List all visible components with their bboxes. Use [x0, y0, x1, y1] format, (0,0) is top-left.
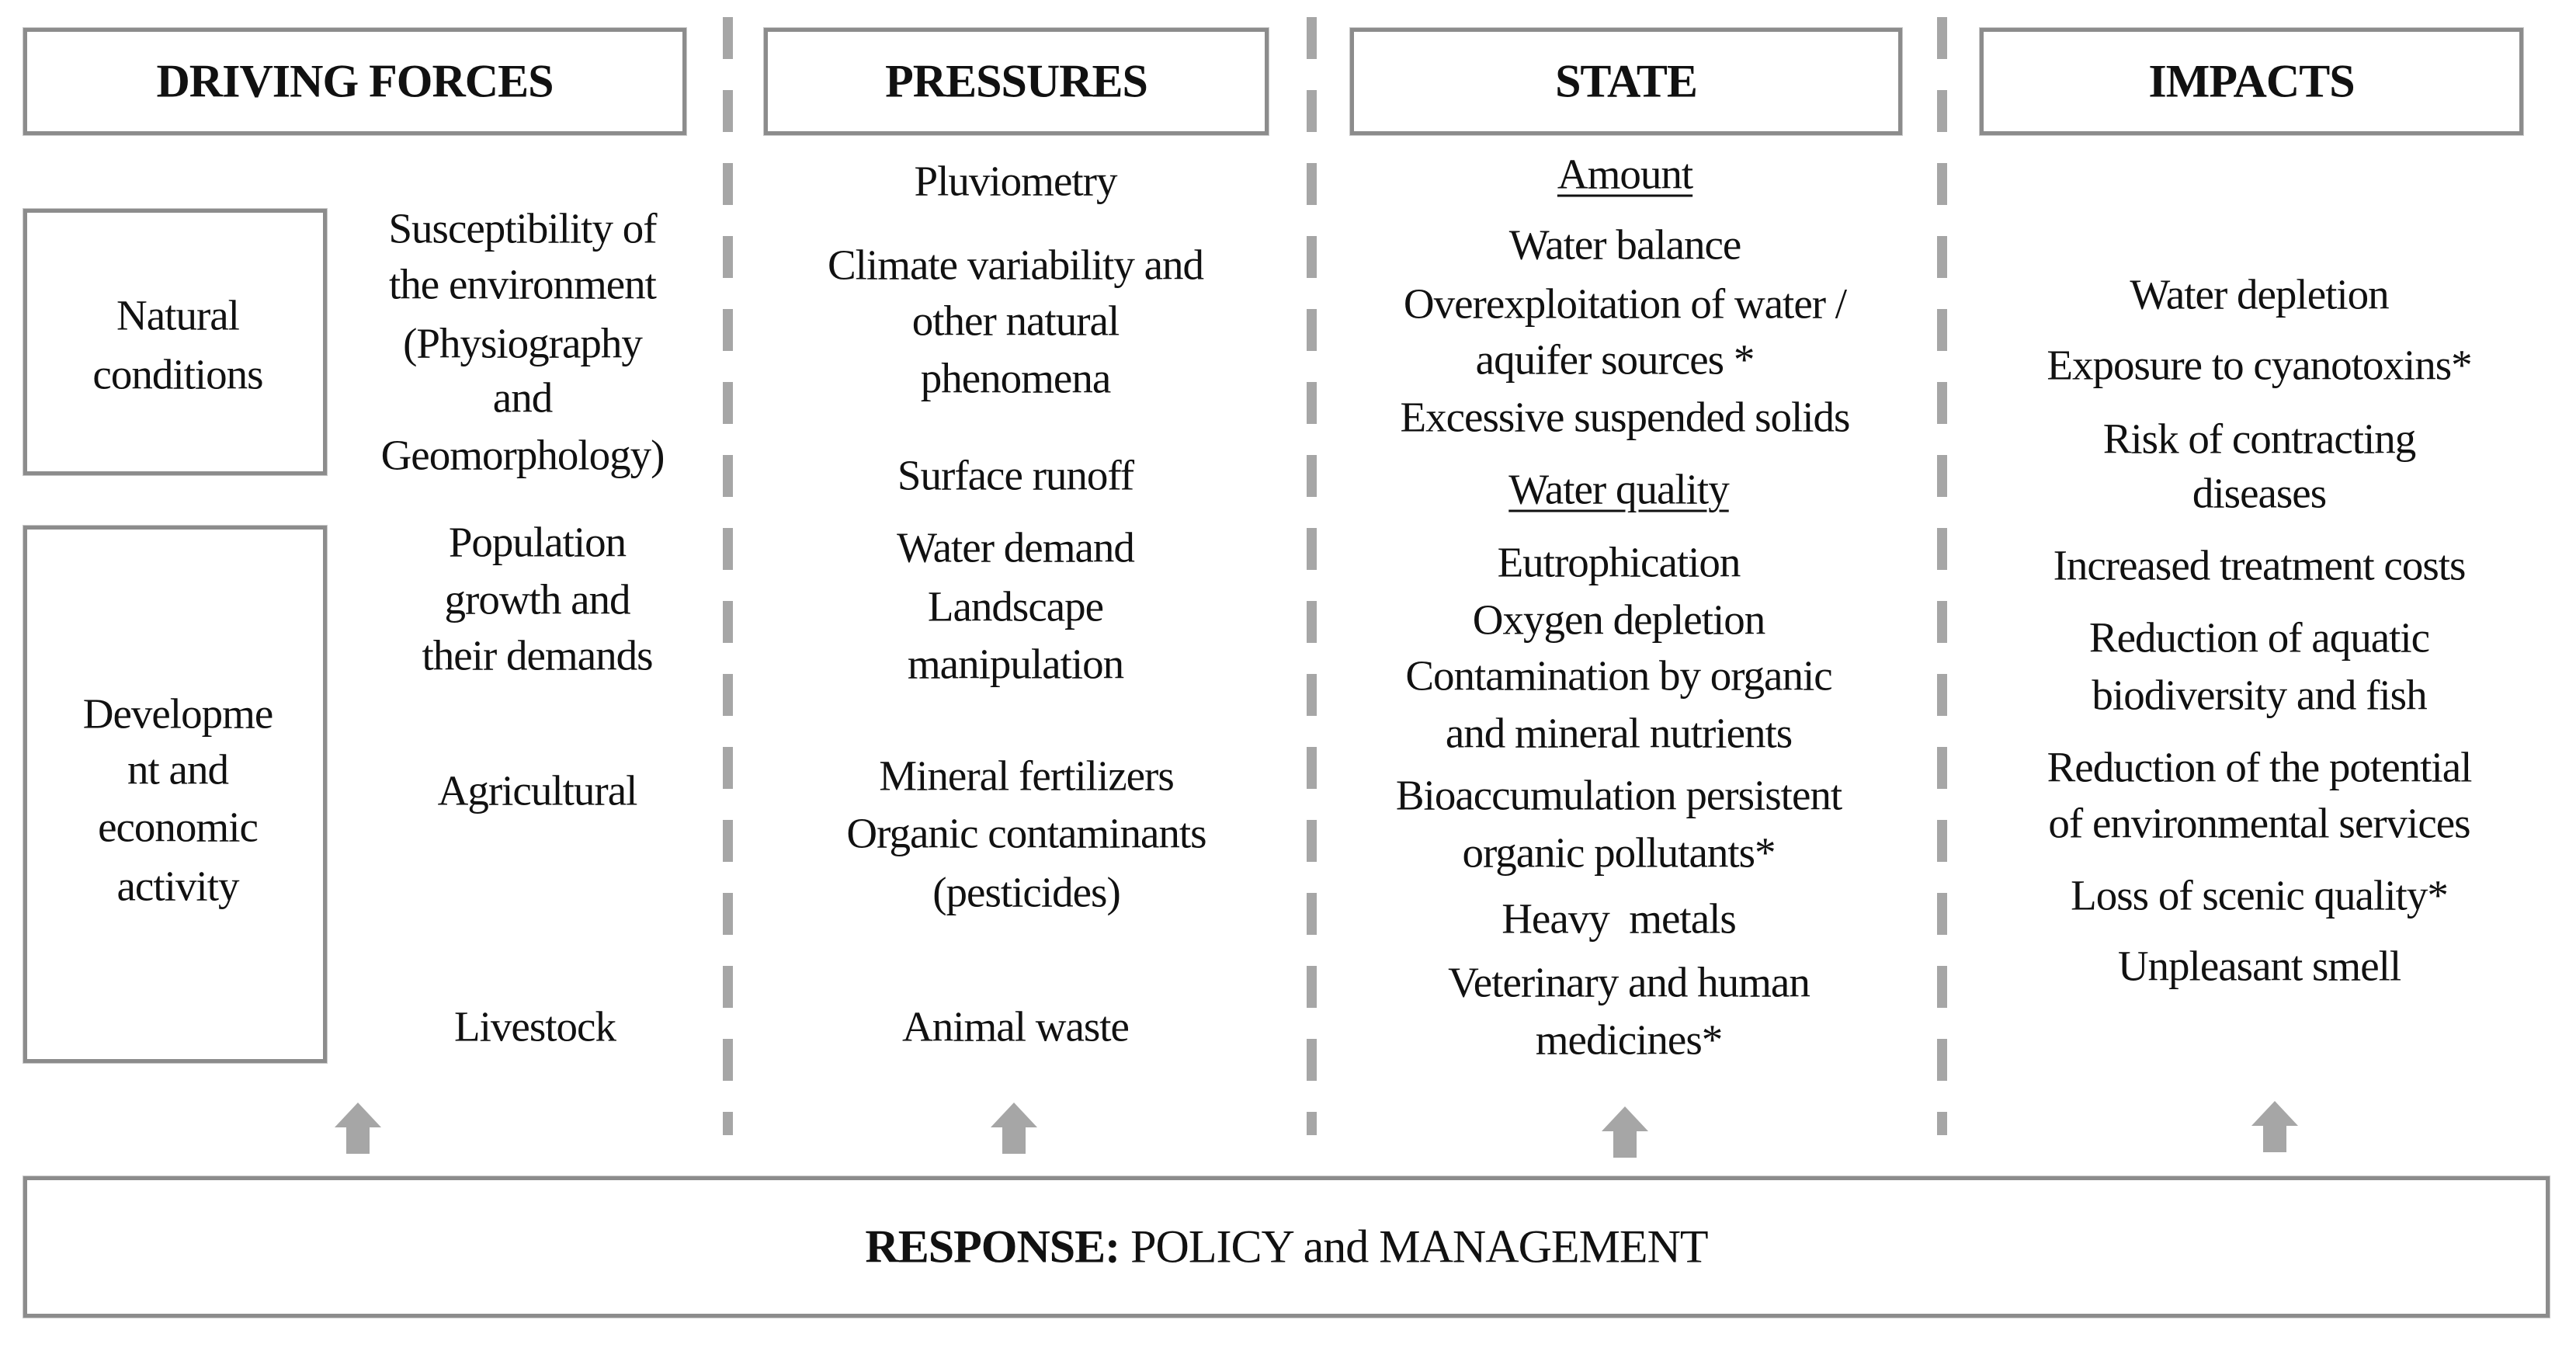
- impact-item: of environmental services: [2048, 799, 2470, 847]
- pressure-item: Organic contaminants: [846, 809, 1206, 857]
- impact-item: Water depletion: [2130, 270, 2389, 318]
- impact-item: Risk of contracting: [2102, 415, 2416, 463]
- state-item: Water balance: [1508, 221, 1741, 269]
- up-arrow-icon: [335, 1103, 381, 1154]
- development-label: Developme: [82, 689, 273, 738]
- state-item: Veterinary and human: [1448, 958, 1810, 1006]
- driving-force-item: the environment: [389, 260, 656, 308]
- up-arrow-icon: [2251, 1101, 2298, 1152]
- state-item: Excessive suspended solids: [1400, 393, 1850, 441]
- driving-force-item: Agricultural: [437, 766, 637, 814]
- column-separator-3: [1937, 17, 1947, 1135]
- driving-force-item: Susceptibility of: [388, 204, 657, 252]
- pressure-item: Animal waste: [902, 1002, 1129, 1051]
- natural-conditions-label: conditions: [92, 350, 263, 398]
- state-item: Heavy metals: [1502, 894, 1736, 943]
- impact-item: Reduction of aquatic: [2088, 613, 2430, 662]
- driving-forces-header: [23, 28, 686, 135]
- pressure-item: other natural: [911, 297, 1120, 345]
- impact-item: Exposure to cyanotoxins*: [2047, 341, 2472, 389]
- development-box: [23, 526, 327, 1063]
- impacts-title: IMPACTS: [2148, 55, 2355, 107]
- impact-item: biodiversity and fish: [2092, 671, 2427, 719]
- pressure-item: manipulation: [907, 640, 1124, 688]
- driving-force-item: Geomorphology): [380, 431, 665, 479]
- state-item: Contamination by organic: [1405, 651, 1832, 700]
- impact-item: Unpleasant smell: [2117, 942, 2401, 990]
- driving-force-item: Livestock: [454, 1002, 616, 1051]
- driving-forces-title: DRIVING FORCES: [156, 55, 554, 107]
- state-item: aquifer sources *: [1475, 335, 1755, 384]
- driving-force-item: (Physiography: [403, 319, 642, 367]
- column-separator-2: [1307, 17, 1317, 1135]
- response-label: [27, 1221, 2546, 1274]
- driving-force-item: their demands: [422, 631, 653, 679]
- state-item: Bioaccumulation persistent: [1395, 771, 1842, 819]
- state-item: organic pollutants*: [1462, 828, 1776, 877]
- pressure-item: phenomena: [920, 354, 1111, 402]
- pressure-item: Pluviometry: [914, 157, 1117, 205]
- pressure-item: Water demand: [897, 523, 1134, 571]
- state-title: STATE: [1555, 55, 1697, 107]
- state-item: Eutrophication: [1497, 538, 1741, 586]
- development-label: activity: [116, 862, 239, 910]
- state-amount-heading: Amount: [1557, 150, 1693, 198]
- pressures-header: [764, 28, 1269, 135]
- response-policy-label: POLICY and MANAGEMENT: [1120, 1221, 1708, 1273]
- state-quality-heading: Water quality: [1508, 465, 1729, 513]
- development-label: economic: [98, 803, 258, 851]
- pressure-item: Climate variability and: [827, 241, 1204, 289]
- response-box: [23, 1176, 2550, 1318]
- state-item: medicines*: [1535, 1016, 1723, 1064]
- impact-item: Loss of scenic quality*: [2071, 871, 2448, 919]
- state-item: and mineral nutrients: [1445, 709, 1793, 757]
- up-arrow-icon: [991, 1103, 1037, 1154]
- up-arrow-icon: [1602, 1106, 1648, 1158]
- natural-conditions-box: [23, 209, 327, 475]
- pressures-title: PRESSURES: [885, 55, 1147, 107]
- impact-item: Reduction of the potential: [2047, 743, 2472, 791]
- state-item: Overexploitation of water /: [1403, 280, 1847, 328]
- column-separator-1: [723, 17, 733, 1135]
- impact-item: diseases: [2192, 469, 2327, 517]
- development-label: nt and: [127, 745, 228, 794]
- pressure-item: Mineral fertilizers: [879, 752, 1174, 800]
- pressure-item: Surface runoff: [897, 451, 1134, 499]
- state-item: Oxygen depletion: [1472, 596, 1765, 644]
- pressure-item: (pesticides): [932, 868, 1120, 916]
- response-bold-label: RESPONSE:: [865, 1221, 1120, 1273]
- impacts-header: [1980, 28, 2523, 135]
- driving-force-item: Population: [448, 518, 627, 566]
- driving-force-item: and: [492, 373, 553, 422]
- natural-conditions-label: Natural: [116, 291, 239, 339]
- impact-item: Increased treatment costs: [2053, 541, 2466, 589]
- pressure-item: Landscape: [927, 582, 1104, 630]
- driving-force-item: growth and: [444, 575, 630, 623]
- state-header: [1350, 28, 1902, 135]
